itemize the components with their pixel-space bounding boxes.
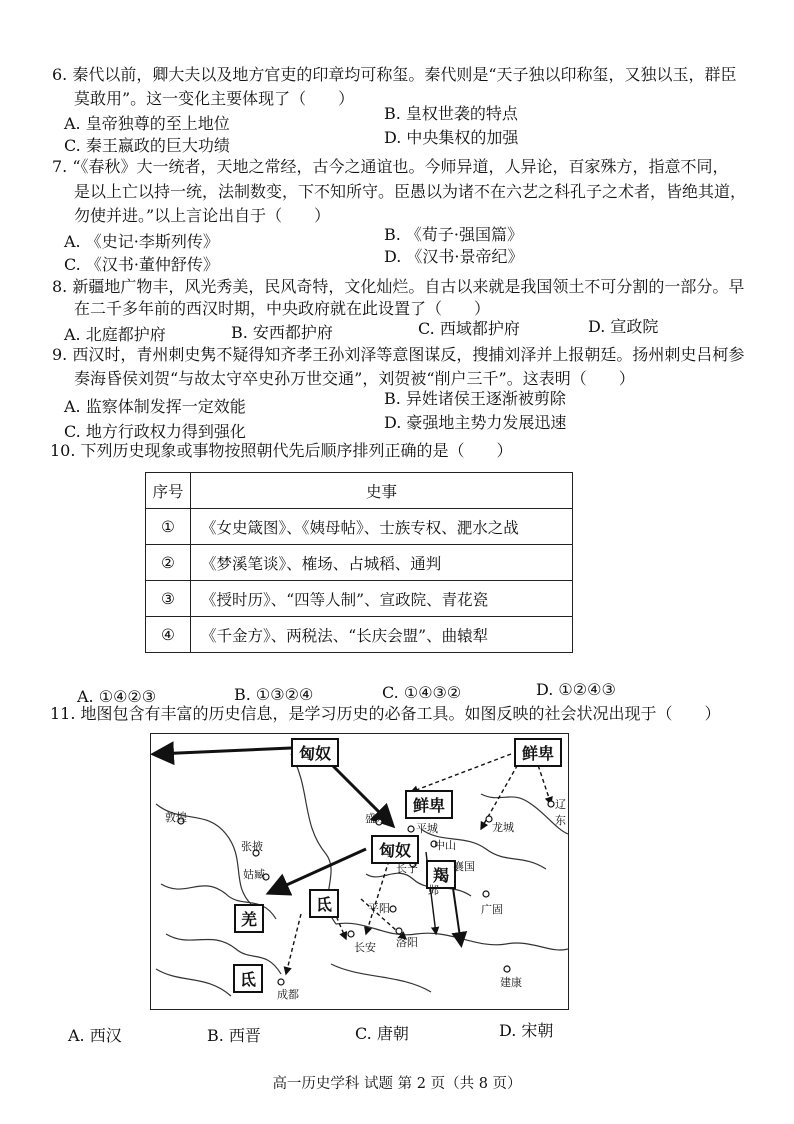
q9-option-c[interactable]: C. 地方行政权力得到强化 [64, 422, 246, 441]
map-canvas [151, 734, 568, 1009]
place-xiangguo: 襄国 [453, 860, 475, 873]
table-header-index: 序号 [146, 473, 191, 509]
table-row [146, 509, 573, 545]
place-pingyang: 平阳 [368, 902, 390, 915]
q6-option-a[interactable]: A. 皇帝独尊的至上地位 [64, 114, 230, 133]
q10-option-a[interactable]: A. ①④②③ [77, 687, 157, 706]
q8-option-a[interactable]: A. 北庭都护府 [64, 325, 166, 344]
place-zhangye: 张掖 [241, 840, 263, 853]
table-header-row [146, 473, 573, 509]
q6-stem-line2: 莫敢用”。这一变化主要体现了（ ） [74, 89, 355, 108]
q8-option-b[interactable]: B. 安西都护府 [231, 323, 333, 342]
table-row [146, 581, 573, 617]
tribe-label-di-south: 氐 [233, 964, 263, 993]
q10-history-table [145, 472, 573, 653]
place-zhongshan: 中山 [434, 839, 456, 852]
q7-option-a[interactable]: A. 《史记·李斯列传》 [64, 232, 219, 251]
place-luoyang: 洛阳 [396, 936, 418, 949]
tribe-label-xiongnu-north: 匈奴 [291, 738, 339, 767]
q8-stem-line2: 在二千多年前的西汉时期，中央政府就在此设置了（ ） [74, 299, 491, 318]
table-header-events: 史事 [191, 473, 573, 509]
place-ye: 邺 [428, 884, 439, 897]
place-liaodong: 辽东 [555, 798, 566, 827]
q8-option-c[interactable]: C. 西域都护府 [418, 319, 520, 338]
q9-option-a[interactable]: A. 监察体制发挥一定效能 [64, 397, 246, 416]
place-changan: 长安 [354, 941, 376, 954]
q10-option-d[interactable]: D. ①②④③ [536, 680, 616, 699]
q11-option-d[interactable]: D. 宋朝 [499, 1021, 554, 1040]
q7-option-c[interactable]: C. 《汉书·董仲舒传》 [64, 255, 219, 274]
row-events: 《授时历》、“四等人制”、宣政院、青花瓷 [191, 581, 573, 617]
q6-option-d[interactable]: D. 中央集权的加强 [384, 128, 519, 147]
q7-option-d[interactable]: D. 《汉书·景帝纪》 [384, 247, 524, 266]
row-index: ④ [146, 617, 191, 653]
place-changzi: 长子 [396, 862, 418, 875]
row-events: 《千金方》、两税法、“长庆会盟”、曲辕犁 [191, 617, 573, 653]
tribe-label-xianbei-central: 鲜卑 [405, 790, 453, 819]
q9-option-d[interactable]: D. 豪强地主势力发展迅速 [384, 413, 567, 432]
q8-option-d[interactable]: D. 宣政院 [588, 317, 659, 336]
tribe-label-qiang: 羌 [234, 904, 264, 933]
q9-stem-line1: 9. 西汉时，青州刺史隽不疑得知齐孝王孙刘泽等意图谋反，搜捕刘泽并上报朝廷。扬州刺史吕柯参 [52, 345, 745, 364]
place-longcheng: 龙城 [492, 821, 514, 834]
tribe-label-di-central: 氐 [309, 889, 339, 918]
q11-option-a[interactable]: A. 西汉 [68, 1026, 122, 1045]
migration-map [150, 733, 569, 1010]
q9-stem-line2: 奏海昏侯刘贺“与故太守卒史孙万世交通”，刘贺被“削户三千”。这表明（ ） [74, 369, 635, 388]
row-index: ③ [146, 581, 191, 617]
q7-option-b[interactable]: B. 《荀子·强国篇》 [384, 225, 524, 244]
row-index: ② [146, 545, 191, 581]
q7-stem-line3: 勿使并进。”以上言论出自于（ ） [74, 206, 331, 225]
table-row [146, 545, 573, 581]
place-guanggu: 广固 [481, 903, 503, 916]
place-dunhuang: 敦煌 [165, 811, 187, 824]
row-events: 《梦溪笔谈》、榷场、占城稻、通判 [191, 545, 573, 581]
q10-option-b[interactable]: B. ①③②④ [234, 685, 314, 704]
q7-stem-line2: 是以上亡以持一统，法制数变，下不知所守。臣愚以为诸不在六艺之科孔子之术者，皆绝其道， [74, 182, 747, 201]
q11-stem: 11. 地图包含有丰富的历史信息，是学习历史的必备工具。如图反映的社会状况出现于（ ） [50, 704, 721, 723]
place-chengdu: 成都 [277, 988, 299, 1001]
q10-option-c[interactable]: C. ①④③② [382, 683, 462, 702]
q6-option-c[interactable]: C. 秦王嬴政的巨大功绩 [64, 136, 230, 155]
page-footer: 高一历史学科 试题 第 2 页（共 8 页） [272, 1076, 522, 1092]
tribe-label-xiongnu-central: 匈奴 [371, 835, 419, 864]
row-events: 《女史箴图》、《姨母帖》、士族专权、淝水之战 [191, 509, 573, 545]
q11-option-b[interactable]: B. 西晋 [207, 1026, 261, 1045]
place-guzang: 姑臧 [243, 868, 265, 881]
q10-stem: 10. 下列历史现象或事物按照朝代先后顺序排列正确的是（ ） [50, 441, 513, 460]
q9-option-b[interactable]: B. 异姓诸侯王逐渐被剪除 [384, 389, 566, 408]
tribe-label-jie: 羯 [426, 860, 456, 889]
q6-option-b[interactable]: B. 皇权世袭的特点 [384, 104, 518, 123]
terrain-lines [156, 754, 568, 996]
place-jiankang: 建康 [500, 976, 522, 989]
table-row [146, 617, 573, 653]
q8-stem-line1: 8. 新疆地广物丰，风光秀美，民风奇特，文化灿烂。自古以来就是我国领土不可分割的一部分。早 [52, 277, 745, 296]
row-index: ① [146, 509, 191, 545]
place-shengle: 盛乐 [365, 812, 387, 825]
q6-stem-line1: 6. 秦代以前，卿大夫以及地方官吏的印章均可称玺。秦代则是“天子独以印称玺，又独以玉，群臣 [52, 65, 737, 84]
q7-stem-line1: 7. “《春秋》大一统者，天地之常经，古今之通谊也。今师异道，人异论，百家殊方，指意不同， [52, 157, 729, 176]
place-pingcheng: 平城 [416, 822, 438, 835]
q11-option-c[interactable]: C. 唐朝 [355, 1024, 409, 1043]
tribe-label-xianbei-northeast: 鲜卑 [514, 738, 562, 767]
